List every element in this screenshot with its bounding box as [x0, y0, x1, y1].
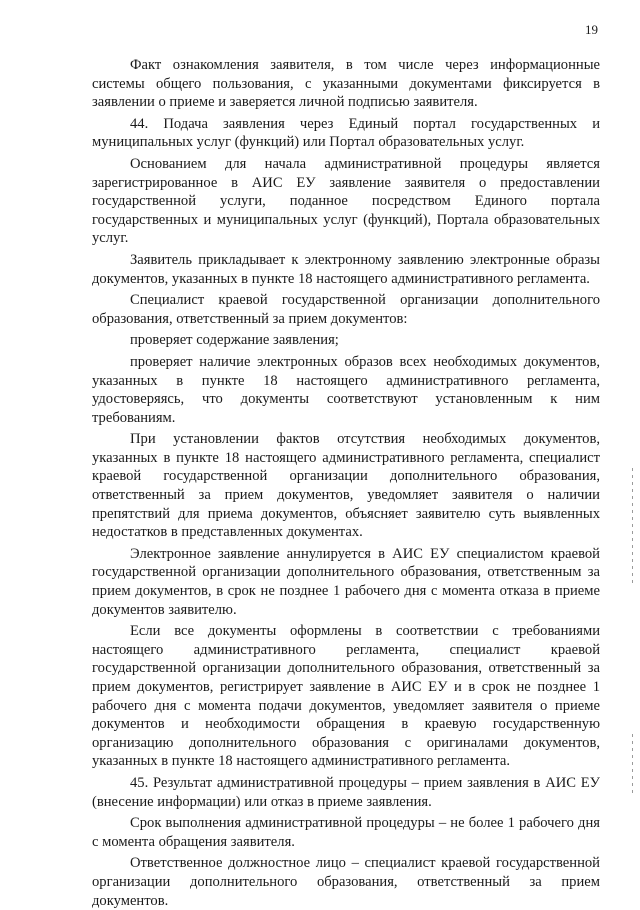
paragraph-responsible-person: Ответственное должностное лицо – специалист краевой государственной организации дополнительного образования, ответственный за прием документов. [92, 855, 600, 909]
paragraph-item-45: 45. Результат административной процедуры – прием заявления в АИС ЕУ (внесение информации) или отказ в приеме заявления. [92, 774, 600, 810]
paragraph-grounds: Основанием для начала административной процедуры является зарегистрированное в АИС ЕУ заявление заявителя о предоставлении государственной услуги, поданное посредством Единого портала государственных и муниципальных услуг (функций), Портала образовательных услуг. [92, 155, 600, 247]
paragraph-item-44: 44. Подача заявления через Единый портал государственных и муниципальных услуг (функций) или Портал образовательных услуг. [92, 115, 600, 151]
paragraph-deadline: Срок выполнения административной процедуры – не более 1 рабочего дня с момента обращения заявителя. [92, 815, 600, 850]
paragraph-checks-images: проверяет наличие электронных образов всех необходимых документов, указанных в пункте 18 настоящего административного регламента, удостоверяясь, что документы соответствуют установленным к ним требованиям. [92, 353, 600, 426]
paragraph-registration: Если все документы оформлены в соответствии с требованиями настоящего административного регламента, специалист краевой государственной организации дополнительного образования, ответственный за прием документов, регистрирует заявление в АИС ЕУ и в срок не позднее 1 рабочего дня с момента подачи документов, уведомляет заявителя о приеме документов и необходимости обращения в краевую государственную организацию дополнительного образования с оригиналами документов, указанных в пункте 18 настоящего административного регламента. [92, 623, 600, 770]
paragraph-attachments: Заявитель прикладывает к электронному заявлению электронные образы документов, указанных в пункте 18 настоящего административного регламента. [92, 251, 600, 287]
document-body [92, 56, 600, 910]
scan-edge-mark [632, 468, 633, 584]
paragraph-specialist: Специалист краевой государственной организации дополнительного образования, ответственный за прием документов: [92, 292, 600, 327]
paragraph-checks-content: проверяет содержание заявления; [130, 332, 339, 349]
paragraph-annulment: Электронное заявление аннулируется в АИС ЕУ специалистом краевой государственной организации дополнительного образования, ответственным за прием документов, в срок не позднее 1 рабочего дня с момента отказа в приеме документов заявителю. [92, 545, 600, 618]
scan-edge-mark [632, 734, 633, 796]
paragraph-missing-documents: При установлении фактов отсутствия необходимых документов, указанных в пункте 18 настоящего административного регламента, специалист краевой государственной организации дополнительного образования, ответственный за прием документов, уведомляет заявителя о наличии препятствий для приема документов, объясняет заявителю суть выявленных недостатков в представленных документах. [92, 431, 600, 541]
page-number: 19 [585, 22, 598, 37]
paragraph-acquaintance-fact: Факт ознакомления заявителя, в том числе через информационные системы общего пользования, с указанными документами фиксируется в заявлении о приеме и заверяется личной подписью заявителя. [92, 57, 600, 111]
